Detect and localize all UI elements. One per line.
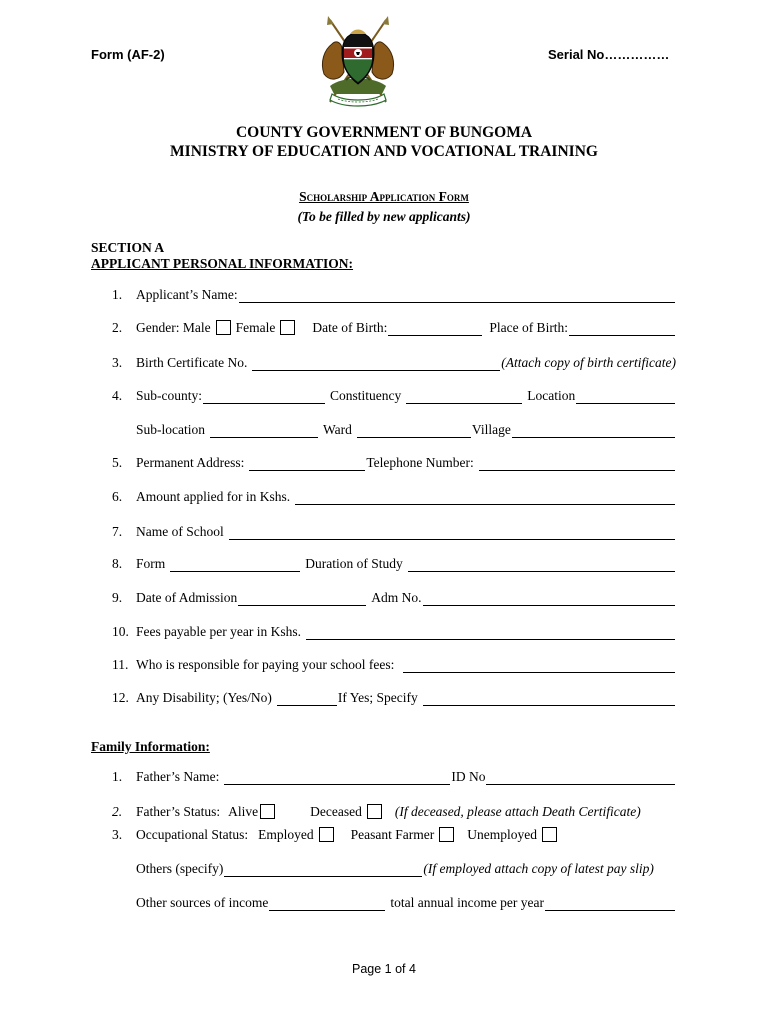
address-row bbox=[112, 455, 676, 471]
female-checkbox[interactable] bbox=[280, 320, 295, 335]
annual-income-field[interactable] bbox=[545, 898, 675, 911]
fees-label: Fees payable per year in Kshs. bbox=[136, 624, 301, 639]
fees-field[interactable] bbox=[306, 627, 675, 640]
occupational-status-label: Occupational Status: bbox=[136, 827, 249, 842]
income-row bbox=[136, 895, 676, 911]
form-label: Form bbox=[136, 556, 166, 571]
amount-field[interactable] bbox=[295, 492, 675, 505]
subcounty-label: Sub-county: bbox=[136, 388, 202, 403]
serial-number: Serial No…………… bbox=[548, 47, 670, 62]
alive-checkbox[interactable] bbox=[260, 804, 275, 819]
form-subtitle: (To be filled by new applicants) bbox=[297, 209, 471, 224]
adm-no-field[interactable] bbox=[423, 593, 676, 606]
employed-checkbox[interactable] bbox=[319, 827, 334, 842]
male-checkbox[interactable] bbox=[216, 320, 231, 335]
birth-cert-note: (Attach copy of birth certificate) bbox=[501, 355, 676, 370]
payslip-note: (If employed attach copy of latest pay slip) bbox=[423, 861, 654, 876]
pob-label: Place of Birth: bbox=[489, 320, 569, 335]
dob-label: Date of Birth: bbox=[312, 320, 388, 335]
applicant-name-label: Applicant’s Name: bbox=[136, 287, 238, 302]
address-field[interactable] bbox=[249, 458, 365, 471]
birth-cert-row bbox=[112, 355, 676, 371]
others-label: Others (specify) bbox=[136, 861, 224, 876]
employed-label: Employed bbox=[258, 827, 314, 842]
other-income-label: Other sources of income bbox=[136, 895, 269, 910]
constituency-label: Constituency bbox=[330, 388, 402, 403]
dob-field[interactable] bbox=[388, 323, 482, 336]
responsible-field[interactable] bbox=[403, 660, 675, 673]
item-number: 4. bbox=[112, 388, 123, 403]
amount-row bbox=[112, 489, 676, 505]
county-title: COUNTY GOVERNMENT OF BUNGOMA bbox=[235, 124, 533, 141]
father-name-label: Father’s Name: bbox=[136, 769, 220, 784]
form-code: Form (AF-2) bbox=[91, 47, 165, 62]
item-number: 3. bbox=[112, 355, 123, 370]
fees-row bbox=[112, 624, 676, 640]
item-number: 7. bbox=[112, 524, 123, 539]
sublocation-label: Sub-location bbox=[136, 422, 205, 437]
sublocation-row bbox=[136, 422, 676, 438]
form-duration-row bbox=[112, 556, 676, 572]
admission-date-field[interactable] bbox=[238, 593, 366, 606]
applicant-name-field[interactable] bbox=[239, 290, 675, 303]
occupational-status-row bbox=[112, 827, 676, 843]
specify-field[interactable] bbox=[423, 693, 675, 706]
school-field[interactable] bbox=[229, 527, 675, 540]
alive-label: Alive bbox=[228, 804, 259, 819]
item-number: 1. bbox=[112, 769, 123, 784]
item-number: 10. bbox=[112, 624, 129, 639]
others-field[interactable] bbox=[224, 864, 422, 877]
responsible-label: Who is responsible for paying your school fees: bbox=[136, 657, 395, 672]
others-row bbox=[136, 861, 676, 877]
page-number: Page 1 of 4 bbox=[352, 962, 416, 976]
school-row bbox=[112, 524, 676, 540]
ward-field[interactable] bbox=[357, 425, 471, 438]
if-yes-label: If Yes; Specify bbox=[337, 690, 418, 705]
peasant-farmer-label: Peasant Farmer bbox=[350, 827, 435, 842]
gender-label: Gender: Male bbox=[136, 320, 211, 335]
disability-label: Any Disability; (Yes/No) bbox=[136, 690, 272, 705]
subcounty-row bbox=[112, 388, 676, 404]
item-number: 3. bbox=[112, 827, 123, 842]
location-label: Location bbox=[527, 388, 576, 403]
item-number: 2. bbox=[112, 804, 123, 819]
annual-income-label: total annual income per year bbox=[390, 895, 545, 910]
ward-label: Ward bbox=[323, 422, 352, 437]
birth-cert-label: Birth Certificate No. bbox=[136, 355, 248, 370]
section-a-heading: APPLICANT PERSONAL INFORMATION: bbox=[91, 256, 354, 271]
subcounty-field[interactable] bbox=[203, 391, 325, 404]
ministry-title: MINISTRY OF EDUCATION AND VOCATIONAL TRAINING bbox=[170, 143, 598, 160]
item-number: 8. bbox=[112, 556, 123, 571]
death-certificate-note: (If deceased, please attach Death Certificate) bbox=[394, 804, 641, 819]
disability-row bbox=[112, 690, 676, 706]
father-status-row bbox=[112, 804, 676, 820]
kenya-coat-of-arms-icon bbox=[316, 14, 400, 108]
father-name-field[interactable] bbox=[224, 772, 450, 785]
deceased-label: Deceased bbox=[310, 804, 362, 819]
section-a-label: SECTION A bbox=[91, 240, 165, 255]
pob-field[interactable] bbox=[569, 323, 675, 336]
admission-date-label: Date of Admission bbox=[136, 590, 238, 605]
birth-cert-field[interactable] bbox=[252, 358, 500, 371]
admission-row bbox=[112, 590, 676, 606]
school-label: Name of School bbox=[136, 524, 224, 539]
deceased-checkbox[interactable] bbox=[367, 804, 382, 819]
female-label: Female bbox=[235, 320, 276, 335]
village-field[interactable] bbox=[512, 425, 675, 438]
amount-label: Amount applied for in Kshs. bbox=[136, 489, 291, 504]
item-number: 2. bbox=[112, 320, 123, 335]
sublocation-field[interactable] bbox=[210, 425, 318, 438]
responsible-row bbox=[112, 657, 676, 673]
form-title: Scholarship Application Form bbox=[299, 189, 469, 204]
duration-field[interactable] bbox=[408, 559, 675, 572]
item-number: 12. bbox=[112, 690, 129, 705]
item-number: 1. bbox=[112, 287, 123, 302]
father-name-row bbox=[112, 769, 676, 785]
unemployed-label: Unemployed bbox=[467, 827, 537, 842]
unemployed-checkbox[interactable] bbox=[542, 827, 557, 842]
family-heading: Family Information: bbox=[91, 739, 210, 754]
address-label: Permanent Address: bbox=[136, 455, 245, 470]
location-field[interactable] bbox=[576, 391, 675, 404]
peasant-farmer-checkbox[interactable] bbox=[439, 827, 454, 842]
item-number: 6. bbox=[112, 489, 123, 504]
telephone-label: Telephone Number: bbox=[366, 455, 474, 470]
other-income-field[interactable] bbox=[269, 898, 385, 911]
village-label: Village bbox=[471, 422, 511, 437]
item-number: 9. bbox=[112, 590, 123, 605]
id-no-label: ID No bbox=[451, 769, 486, 784]
gender-row bbox=[112, 320, 676, 336]
form-field[interactable] bbox=[170, 559, 300, 572]
applicant-name-row bbox=[112, 287, 676, 303]
constituency-field[interactable] bbox=[406, 391, 522, 404]
adm-no-label: Adm No. bbox=[371, 590, 422, 605]
telephone-field[interactable] bbox=[479, 458, 675, 471]
duration-label: Duration of Study bbox=[305, 556, 403, 571]
item-number: 11. bbox=[112, 657, 129, 672]
item-number: 5. bbox=[112, 455, 123, 470]
disability-field[interactable] bbox=[277, 693, 337, 706]
id-no-field[interactable] bbox=[486, 772, 675, 785]
father-status-label: Father’s Status: bbox=[136, 804, 221, 819]
